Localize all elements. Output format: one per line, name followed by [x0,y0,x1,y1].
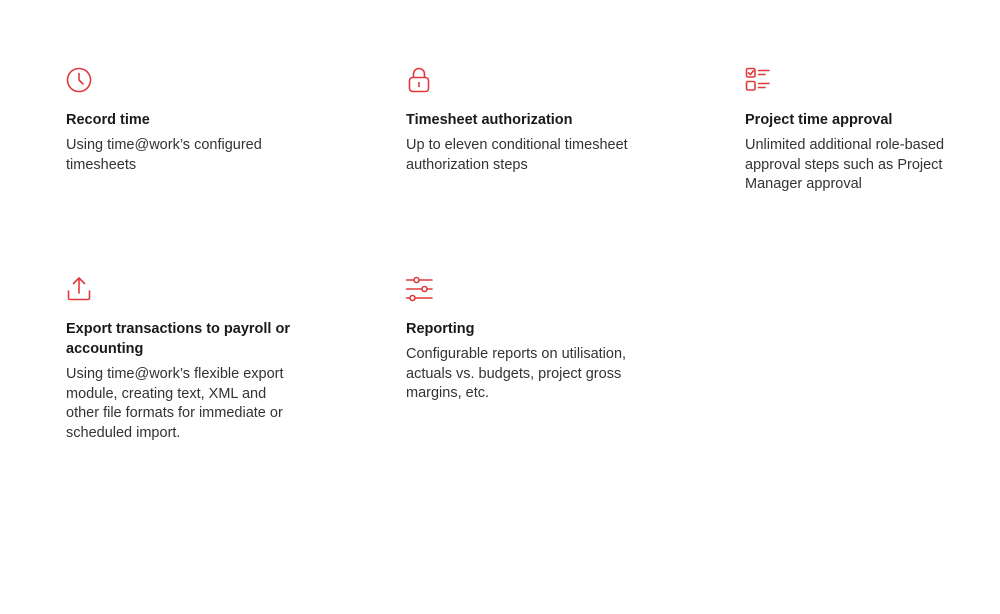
feature-project-time-approval [745,66,985,195]
feature-title: Reporting [406,321,475,337]
feature-description: Up to eleven conditional timesheet authorization steps [406,137,628,173]
feature-title: Export transactions to payroll or accounting [66,321,290,357]
feature-description: Using time@work’s configured timesheets [66,137,262,173]
feature-description: Unlimited additional role-based approval steps such as Project Manager approval [745,137,945,192]
feature-reporting [406,275,646,404]
feature-description: Using time@work’s flexible export module, creating text, XML and other file formats for immediate or scheduled import. [66,366,284,441]
upload-icon [65,275,93,303]
feature-title: Timesheet authorization [406,112,573,128]
sliders-icon [405,275,433,303]
feature-title: Record time [66,112,150,128]
feature-description: Configurable reports on utilisation, actuals vs. budgets, project gross margins, etc. [406,346,627,401]
lock-icon [405,66,433,94]
feature-export-transactions [66,275,291,443]
feature-title: Project time approval [745,112,893,128]
feature-record-time [66,66,306,175]
checklist-icon [744,66,772,94]
feature-timesheet-authorization [406,66,646,175]
clock-icon [65,66,93,94]
